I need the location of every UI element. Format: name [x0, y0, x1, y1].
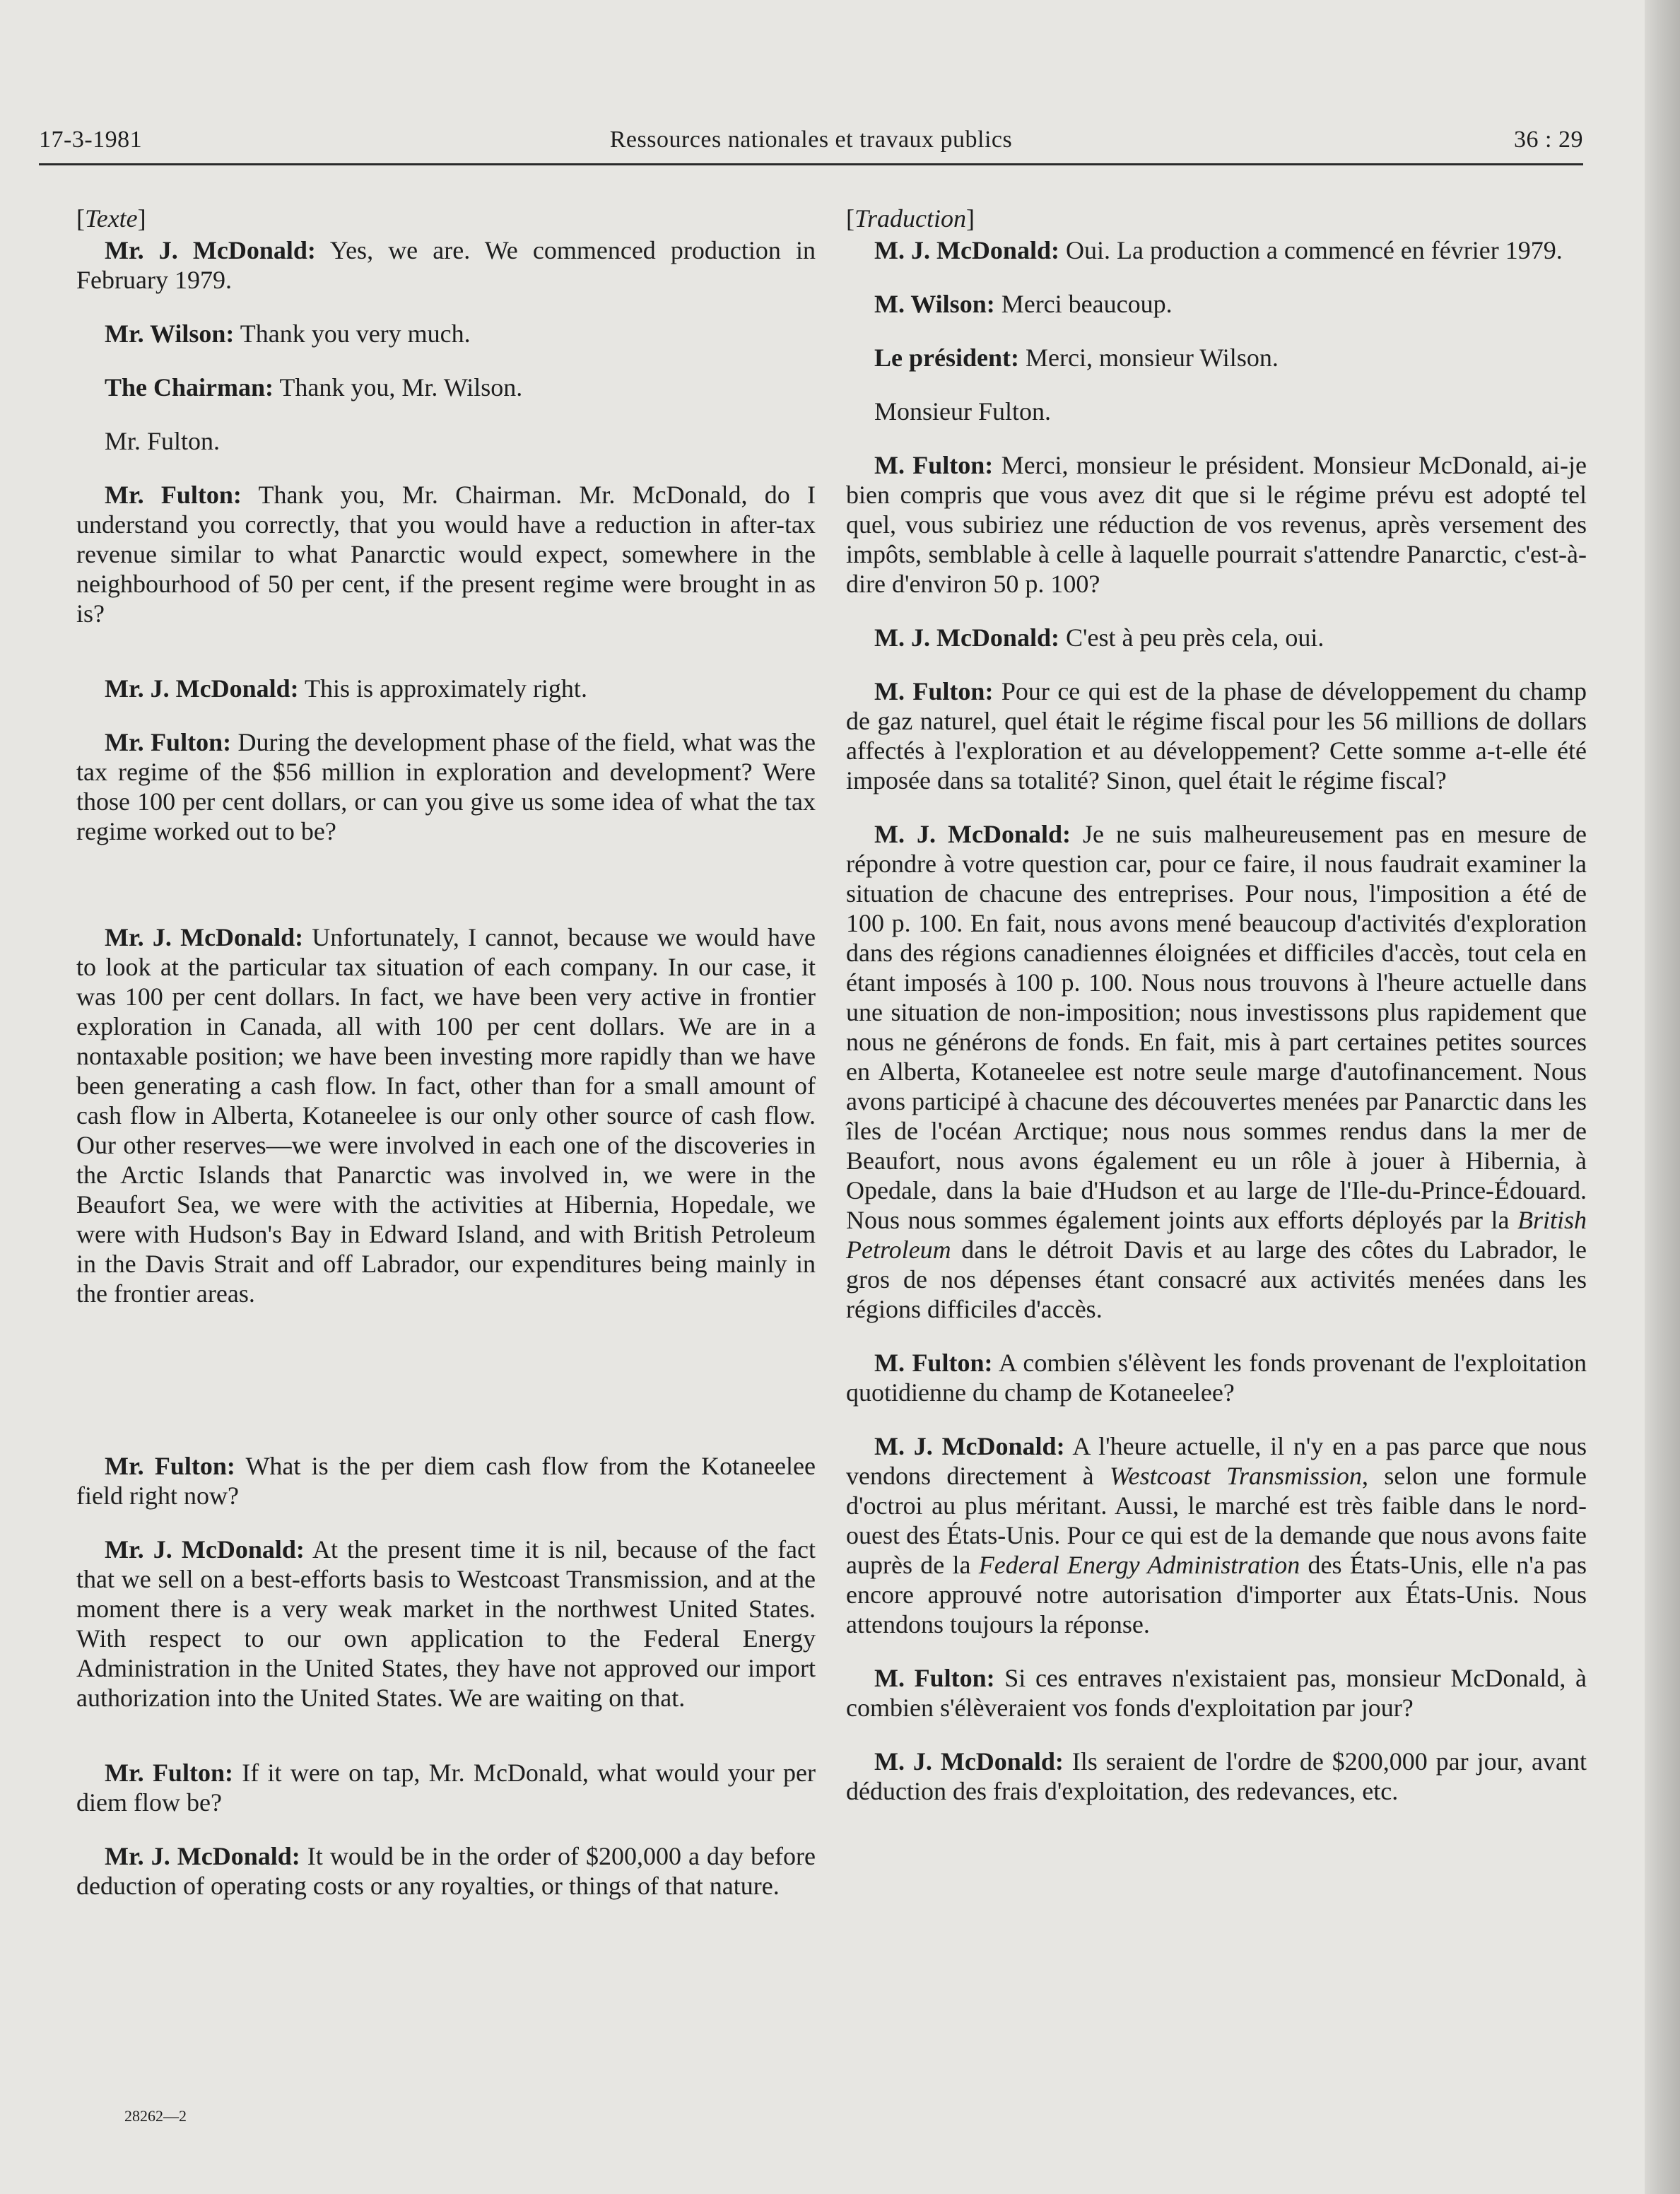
paragraph-text: Thank you, Mr. Chairman. Mr. McDonald, do I understand you correctly, that you would have a reduction in after-tax revenue similar to what Panarctic would expect, somewhere in the neighbourhood of 50 per cent, if the present regime were brought in as is?: [76, 481, 816, 628]
paragraph-text: Je ne suis malheureusement pas en mesure de répondre à votre question car, pour ce faire, il nous faudrait examiner la situation de chacune des entreprises. Pour nous, l'imposition a été de 100 p. 100. En fait, nous avons mené beaucoup d'activités d'exploration dans des régions canadiennes éloignées et difficiles d'accès, tout cela en étant imposés à 100 p. 100. Nous nous trouvons à l'heure actuelle dans une situation de non-imposition; nous investissons plus rapidement que nous ne générons de fonds. En fait, mis à part certaines petites sources en Alberta, Kotaneelee est notre seule marge d'autofinancement. Nous avons participé à chacune des découvertes menées par Panarctic dans les îles de l'océan Arctique; nous nous sommes rendus dans la mer de Beaufort, nous avons également eu un rôle à jouer à Hibernia, à Opedale, dans la baie d'Hudson et au large de l'Ile-du-Prince-Édouard. Nous nous sommes également joints aux efforts déployés par la: [846, 820, 1587, 1234]
speaker-name: M. Fulton:: [874, 451, 994, 479]
header-title: Ressources nationales et travaux publics: [609, 127, 1013, 153]
speaker-name: Le président:: [874, 344, 1019, 372]
paragraph-text: Monsieur Fulton.: [874, 397, 1052, 426]
speaker-name: Mr. J. McDonald:: [105, 674, 299, 703]
english-paragraph: [76, 922, 816, 1308]
speaker-name: Mr. Fulton:: [105, 481, 242, 509]
paragraph-text: A l'heure actuelle, il n'y en a pas parce que nous vendons directement à: [846, 1432, 1587, 1490]
paragraph-text: It would be in the order of $200,000 a day before deduction of operating costs or any royalties, or things of that nature.: [76, 1842, 816, 1900]
paragraph-text: Merci, monsieur Wilson.: [1025, 344, 1279, 372]
paragraph-text: Merci, monsieur le président. Monsieur McDonald, ai-je bien compris que vous avez dit que si le régime prévu est adopté tel quel, vous subiriez une réduction de vos revenus, après versement des impôts, semblable à celle à laquelle pourrait s'attendre Panarctic, c'est-à-dire d'environ 50 p. 100?: [846, 451, 1587, 598]
speaker-name: Mr. Fulton:: [105, 1759, 233, 1787]
paragraph-text: Merci beaucoup.: [1001, 290, 1173, 318]
french-paragraph: [846, 676, 1587, 795]
speaker-name: M. J. McDonald:: [874, 820, 1071, 848]
page-header: [39, 124, 1583, 165]
english-paragraph: [76, 1841, 816, 1901]
paragraph-text: dans le détroit Davis et au large des côtes du Labrador, le gros de nos dépenses étant consacré aux activités menées dans les régions difficiles d'accès.: [846, 1236, 1587, 1323]
paragraph-text: Oui. La production a commencé en février 1979.: [1065, 236, 1563, 264]
paragraph-text: , selon une formule d'octroi au plus méritant. Aussi, le marché est très faible dans le nord-ouest des États-Unis. Pour ce qui est de la demande que nous avons faite auprès de la: [846, 1462, 1587, 1579]
paragraph-text: A combien s'élèvent les fonds provenant de l'exploitation quotidienne du champ de Kotaneelee?: [846, 1349, 1587, 1407]
speaker-name: M. J. McDonald:: [874, 623, 1059, 652]
header-page-number: 36 : 29: [1514, 127, 1583, 153]
paragraph-text: Ils seraient de l'ordre de $200,000 par jour, avant déduction des frais d'exploitation, des redevances, etc.: [846, 1747, 1587, 1805]
french-paragraph: [846, 235, 1587, 265]
speaker-name: M. J. McDonald:: [874, 1432, 1065, 1460]
header-date: 17-3-1981: [39, 127, 143, 153]
speaker-name: M. J. McDonald:: [874, 236, 1059, 264]
speaker-name: M. Wilson:: [874, 290, 995, 318]
speaker-name: Mr. J. McDonald:: [105, 1842, 300, 1870]
paragraph-text: Unfortunately, I cannot, because we would have to look at the particular tax situation of each company. In our case, it was 100 per cent dollars. In fact, we have been very active in frontier exploration in Canada, all with 100 per cent dollars. We are in a nontaxable position; we have been investing more rapidly than we have been generating a cash flow. In fact, other than for a small amount of cash flow in Alberta, Kotaneelee is our only other source of cash flow. Our other reserves—we were involved in each one of the discoveries in the Arctic Islands that Panarctic was involved in, we were in the Beaufort Sea, we were with the activities at Hibernia, Hopedale, we were with Hudson's Bay in Edward Island, and with British Petroleum in the Davis Strait and off Labrador, our expenditures being mainly in the frontier areas.: [76, 923, 816, 1308]
speaker-name: M. Fulton:: [874, 1664, 995, 1692]
paragraph-text: Pour ce qui est de la phase de développement du champ de gaz naturel, quel était le régime fiscal pour les 56 millions de dollars affectés à l'exploration et au développement? Cette somme a-t-elle été imposée dans sa totalité? Sinon, quel était le régime fiscal?: [846, 677, 1587, 794]
english-paragraph: [76, 372, 816, 402]
french-paragraph: [846, 1348, 1587, 1407]
speaker-name: The Chairman:: [105, 373, 274, 401]
english-marker: [Texte]: [76, 204, 146, 233]
speaker-name: M. Fulton:: [874, 1349, 993, 1377]
french-paragraph: [846, 1431, 1587, 1639]
speaker-name: Mr. J. McDonald:: [105, 1535, 305, 1564]
speaker-name: Mr. J. McDonald:: [105, 923, 304, 951]
paragraph-text: des États-Unis, elle n'a pas encore approuvé notre autorisation d'importer aux États-Unis. Nous attendons toujours la réponse.: [846, 1551, 1587, 1638]
french-paragraph: [846, 1747, 1587, 1806]
english-paragraph: [76, 480, 816, 628]
english-paragraph: [76, 1451, 816, 1510]
french-paragraph: [846, 289, 1587, 319]
english-paragraph: [76, 1758, 816, 1817]
paragraph-text: This is approximately right.: [305, 674, 587, 703]
page-edge-shadow: [1645, 0, 1680, 2194]
french-column: [846, 204, 1587, 1830]
paragraph-text: If it were on tap, Mr. McDonald, what would your per diem flow be?: [76, 1759, 816, 1817]
french-paragraph: [846, 450, 1587, 599]
english-paragraph: [76, 235, 816, 295]
italic-name: Federal Energy Administration: [978, 1551, 1300, 1579]
paragraph-text: Yes, we are. We commenced production in February 1979.: [76, 236, 816, 294]
english-paragraph: [76, 319, 816, 348]
paragraph-text: What is the per diem cash flow from the Kotaneelee field right now?: [76, 1452, 816, 1510]
french-marker: [Traduction]: [846, 204, 975, 233]
paragraph-text: Thank you very much.: [240, 319, 471, 348]
french-paragraph: [846, 623, 1587, 652]
paragraph-text: Thank you, Mr. Wilson.: [279, 373, 523, 401]
english-paragraph: [76, 426, 816, 456]
speaker-name: M. J. McDonald:: [874, 1747, 1064, 1776]
french-paragraph: [846, 1663, 1587, 1723]
paragraph-text: Si ces entraves n'existaient pas, monsieur McDonald, à combien s'élèveraient vos fonds d'exploitation par jour?: [846, 1664, 1587, 1722]
french-paragraph: [846, 397, 1587, 426]
speaker-name: Mr. Fulton:: [105, 728, 232, 756]
speaker-name: Mr. Wilson:: [105, 319, 235, 348]
english-paragraph: [76, 727, 816, 846]
speaker-name: Mr. Fulton:: [105, 1452, 235, 1480]
english-column: [76, 204, 816, 1925]
italic-name: Westcoast Transmission: [1109, 1462, 1363, 1490]
paragraph-text: During the development phase of the field, what was the tax regime of the $56 million in exploration and development? Were those 100 per cent dollars, or can you give us some idea of what the tax regime worked out to be?: [76, 728, 816, 845]
italic-name: British Petroleum: [846, 1206, 1587, 1264]
speaker-name: M. Fulton:: [874, 677, 994, 705]
english-paragraph: [76, 1535, 816, 1713]
english-paragraph: [76, 674, 816, 703]
footer-code: 28262—2: [124, 2107, 187, 2125]
paragraph-text: At the present time it is nil, because of the fact that we sell on a best-efforts basis to Westcoast Transmission, and at the moment there is a very weak market in the northwest United States. With respect to our own application to the Federal Energy Administration in the United States, they have not approved our import authorization into the United States. We are waiting on that.: [76, 1535, 816, 1712]
paragraph-text: C'est à peu près cela, oui.: [1065, 623, 1324, 652]
french-paragraph: [846, 343, 1587, 372]
french-paragraph: [846, 819, 1587, 1324]
speaker-name: Mr. J. McDonald:: [105, 236, 316, 264]
paragraph-text: Mr. Fulton.: [105, 427, 221, 455]
